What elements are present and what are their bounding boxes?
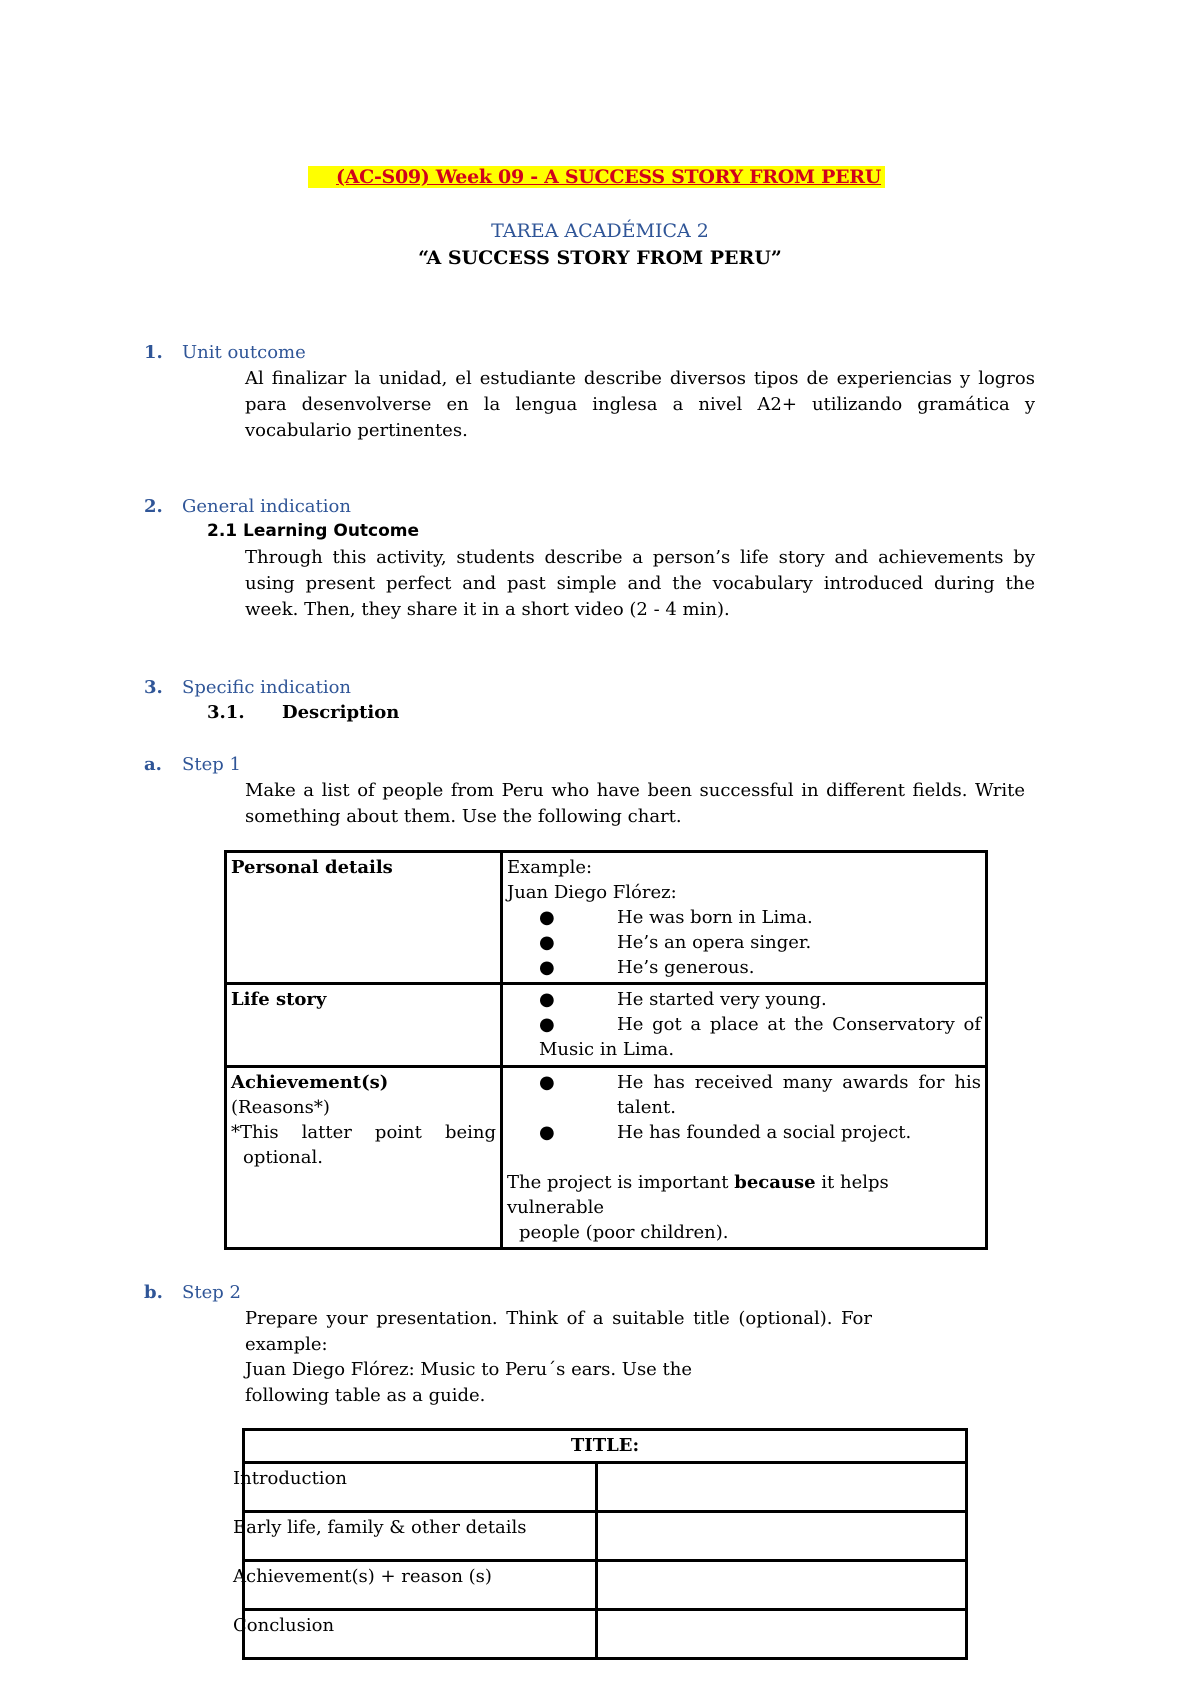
unit-outcome-text: Al finalizar la unidad, el estudiante describe diversos tipos de experiencias y logros para desenvolverse en la lengua inglesa a nivel A2+ utilizando gramática y vocabulario pertinentes. [245,368,1035,441]
bullet-icon: ● [539,957,555,978]
section-3-title: Specific indication [182,677,352,698]
bullet-icon: ● [539,989,555,1010]
chart-row-personal-details [226,852,987,984]
bullet-text: He’s generous. [617,957,755,978]
presentation-guide-table [233,1428,968,1660]
chart-cell-label [226,984,502,1067]
bullet-text: He started very young. [617,989,827,1010]
project-importance-cont: people (poor children). [519,1222,729,1243]
section-1-heading [144,342,306,363]
bullet-text: He was born in Lima. [617,907,813,928]
bullet-item [507,987,981,1012]
chart-row-life-story [226,984,987,1067]
step-2-line-3: Juan Diego Flórez: Music to Peru´s ears. Use the [245,1359,693,1380]
guide-answer-cell [597,1463,967,1512]
section-2-number: 2. [144,496,163,517]
text-run: it helps vulnerable [507,1172,889,1218]
chart-cell-content [502,984,987,1067]
guide-row [244,1610,967,1659]
guide-row-label: Conclusion [233,1615,335,1636]
document-header-title: (AC-S09) Week 09 - A SUCCESS STORY FROM PERU [308,166,885,188]
section-3-heading [144,677,352,698]
text-run: The project is important [507,1172,735,1193]
bullet-item [507,1120,981,1145]
text-run-bold: because [734,1172,816,1193]
step-1-letter: a. [144,754,162,775]
step-1-text: Make a list of people from Peru who have been successful in different fields. Write something about them. Use the following chart. [245,780,1025,827]
section-2-heading [144,496,351,517]
guide-title-row [244,1430,967,1463]
life-story-label: Life story [231,989,327,1010]
personal-details-label: Personal details [231,857,393,878]
bullet-icon: ● [539,932,555,953]
optional-note-cont: optional. [243,1147,323,1168]
step-2-letter: b. [144,1282,163,1303]
bullet-item [507,955,981,980]
chart-cell-content [502,852,987,984]
bullet-continuation: Music in Lima. [539,1039,675,1060]
guide-row-label: Introduction [233,1468,347,1489]
bullet-item [507,905,981,930]
personal-details-chart [224,850,988,1250]
guide-answer-cell [597,1610,967,1659]
guide-row-label: Achievement(s) + reason (s) [233,1566,492,1587]
guide-label-cell [233,1561,597,1610]
bullet-icon: ● [539,1014,555,1035]
learning-outcome-text: Through this activity, students describe a person’s life story and achievements by using present perfect and past simple and the vocabulary introduced during the week. Then, they share it in a short video (2 - 4 min). [245,547,1035,620]
step-2-line-2: example: [245,1334,328,1355]
bullet-icon: ● [539,1072,555,1093]
bullet-item [507,1070,981,1120]
chart-cell-label [226,1067,502,1249]
guide-row-label: Early life, family & other details [233,1517,527,1538]
bullet-text: He’s an opera singer. [617,932,812,953]
step-2-heading [144,1282,241,1303]
bullet-icon: ● [539,1122,555,1143]
chart-cell-label [226,852,502,984]
section-2-title: General indication [182,496,351,517]
step-2-line-1: Prepare your presentation. Think of a suitable title (optional). For [245,1308,872,1329]
step-2-line-4: following table as a guide. [245,1385,486,1406]
section-3-number: 3. [144,677,163,698]
section-1-number: 1. [144,342,163,363]
bullet-icon: ● [539,907,555,928]
step-2-title: Step 2 [182,1282,241,1303]
reasons-label: (Reasons*) [231,1097,330,1118]
chart-cell-content [502,1067,987,1249]
bullet-item [507,1012,981,1037]
example-name: Juan Diego Flórez: [507,882,677,903]
bullet-item [507,930,981,955]
project-importance-text [507,1170,981,1220]
step-1-title: Step 1 [182,754,241,775]
example-label: Example: [507,857,593,878]
guide-label-cell [233,1610,597,1659]
chart-row-achievements [226,1067,987,1249]
guide-row [244,1512,967,1561]
guide-title-cell: TITLE: [244,1430,967,1463]
bullet-text: He got a place at the Conservatory of [617,1014,981,1035]
guide-label-cell [233,1463,597,1512]
guide-row [244,1463,967,1512]
description-heading: Description [282,702,400,723]
achievements-label: Achievement(s) [231,1072,389,1093]
guide-label-cell [233,1512,597,1561]
guide-answer-cell [597,1561,967,1610]
guide-row [244,1561,967,1610]
guide-answer-cell [597,1512,967,1561]
description-number: 3.1. [207,702,245,723]
section-1-title: Unit outcome [182,342,306,363]
step-1-heading [144,754,241,775]
bullet-text: He has founded a social project. [617,1122,912,1143]
assignment-subtitle: “A SUCCESS STORY FROM PERU” [418,247,782,269]
learning-outcome-heading: 2.1 Learning Outcome [207,521,420,541]
bullet-text: He has received many awards for his talent. [617,1072,981,1118]
assignment-label: TAREA ACADÉMICA 2 [491,220,709,242]
optional-note: *This latter point being [231,1122,496,1143]
